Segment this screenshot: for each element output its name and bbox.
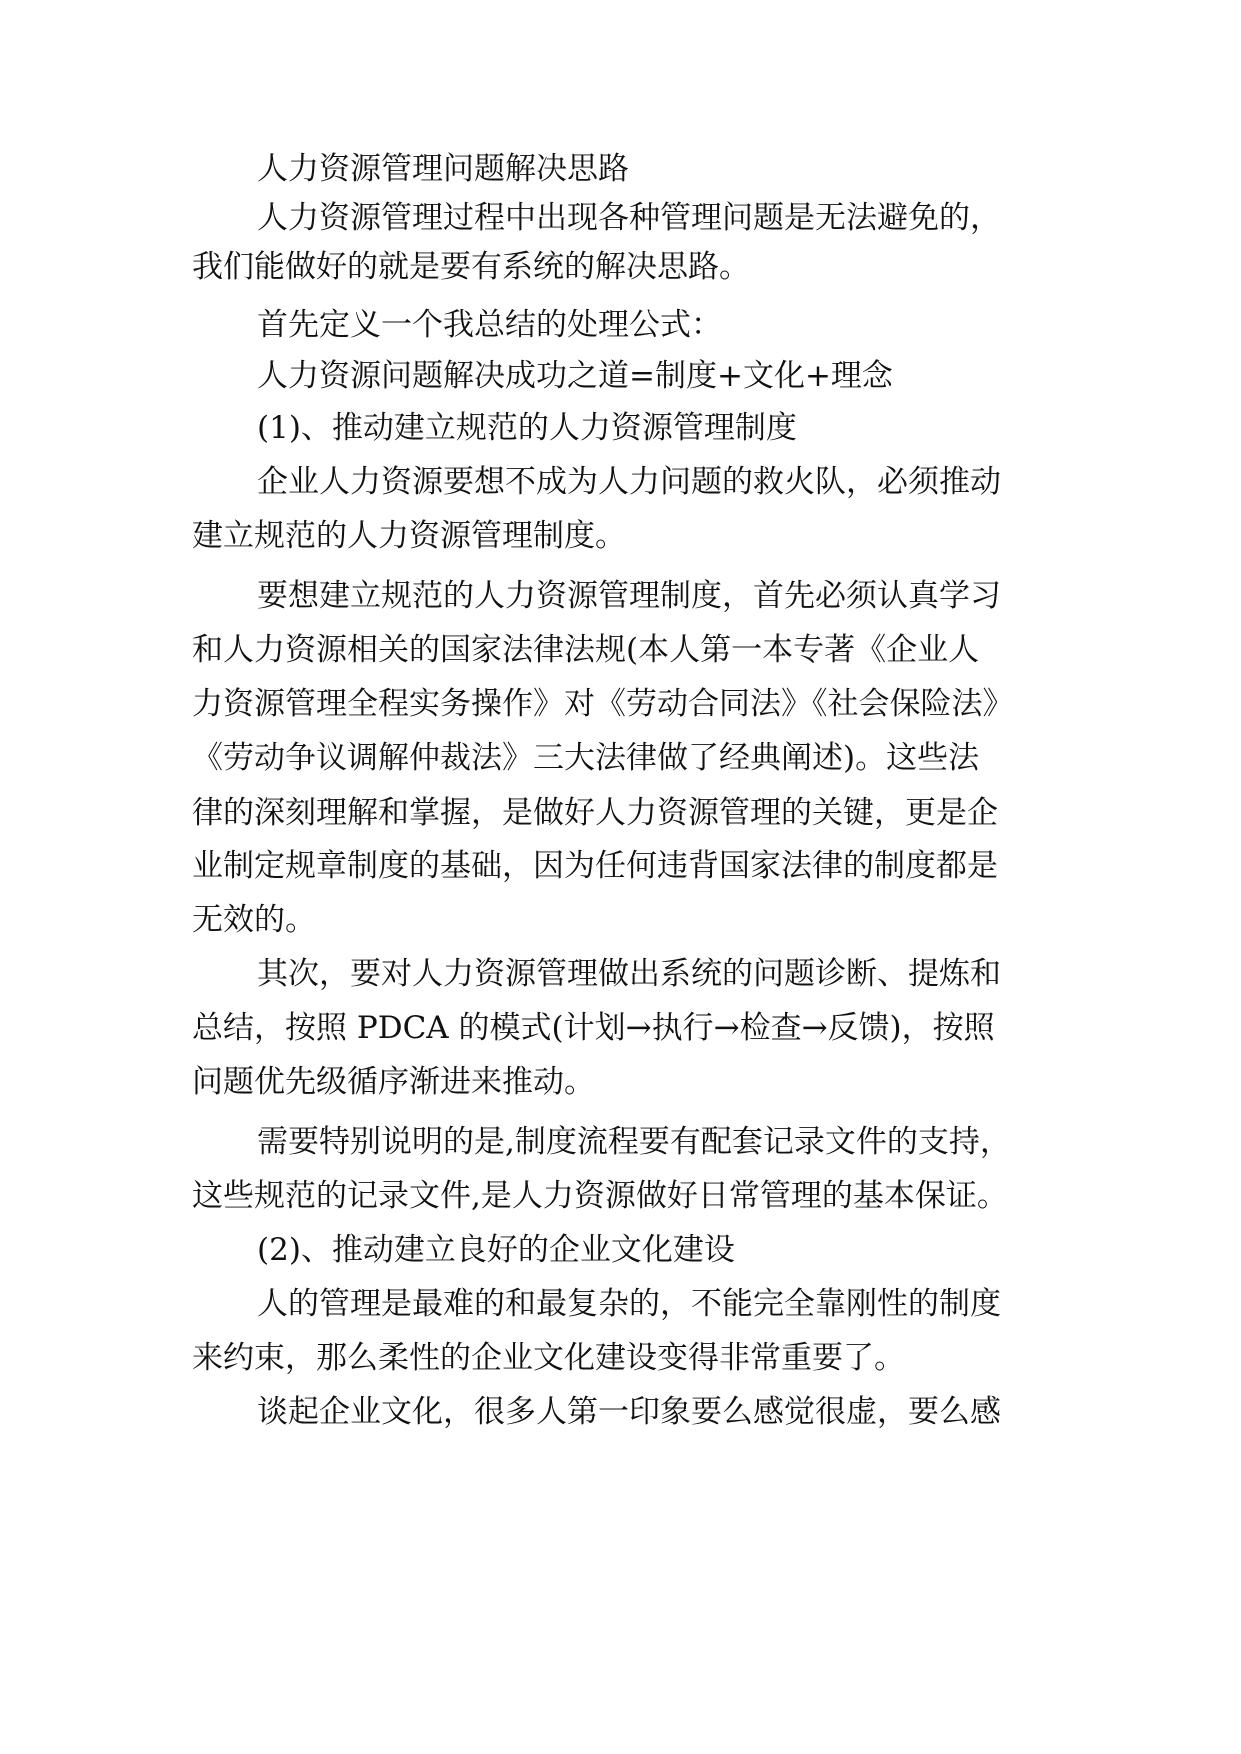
text-line: 首先定义一个我总结的处理公式： (257, 307, 722, 343)
text-line: 人力资源问题解决成功之道=制度+文化+理念 (257, 358, 893, 394)
text-line: 业制定规章制度的基础，因为任何违背国家法律的制度都是 (192, 848, 998, 884)
text-line: 企业人力资源要想不成为人力问题的救火队，必须推动 (257, 464, 1001, 500)
text-line: 总结，按照 PDCA 的模式(计划→执行→检查→反馈)，按照 (192, 1010, 995, 1046)
text-line: 力资源管理全程实务操作》对《劳动合同法》《社会保险法》 (192, 686, 1014, 722)
text-line: 人力资源管理过程中出现各种管理问题是无法避免的， (257, 200, 1001, 236)
text-line: 我们能做好的就是要有系统的解决思路。 (192, 249, 750, 285)
text-line: 律的深刻理解和掌握，是做好人力资源管理的关键，更是企 (192, 795, 998, 831)
text-line: 《劳动争议调解仲裁法》三大法律做了经典阐述)。这些法 (192, 740, 980, 776)
text-line: 建立规范的人力资源管理制度。 (192, 518, 626, 554)
text-line: 无效的。 (192, 902, 316, 938)
text-line: 要想建立规范的人力资源管理制度，首先必须认真学习 (257, 578, 1001, 614)
text-line: 和人力资源相关的国家法律法规(本人第一本专著《企业人 (192, 632, 980, 668)
section-heading: (1)、推动建立规范的人力资源管理制度 (257, 410, 797, 446)
text-line: 谈起企业文化，很多人第一印象要么感觉很虚，要么感 (257, 1394, 1001, 1430)
text-line: 来约束，那么柔性的企业文化建设变得非常重要了。 (192, 1340, 905, 1376)
text-line: 这些规范的记录文件,是人力资源做好日常管理的基本保证。 (192, 1178, 1008, 1214)
section-heading: (2)、推动建立良好的企业文化建设 (257, 1232, 735, 1268)
text-line: 人的管理是最难的和最复杂的，不能完全靠刚性的制度 (257, 1286, 1001, 1322)
text-line: 问题优先级循序渐进来推动。 (192, 1064, 595, 1100)
text-line: 需要特别说明的是,制度流程要有配套记录文件的支持， (257, 1124, 1011, 1160)
text-line: 其次，要对人力资源管理做出系统的问题诊断、提炼和 (257, 956, 1001, 992)
document-title: 人力资源管理问题解决思路 (257, 151, 629, 187)
